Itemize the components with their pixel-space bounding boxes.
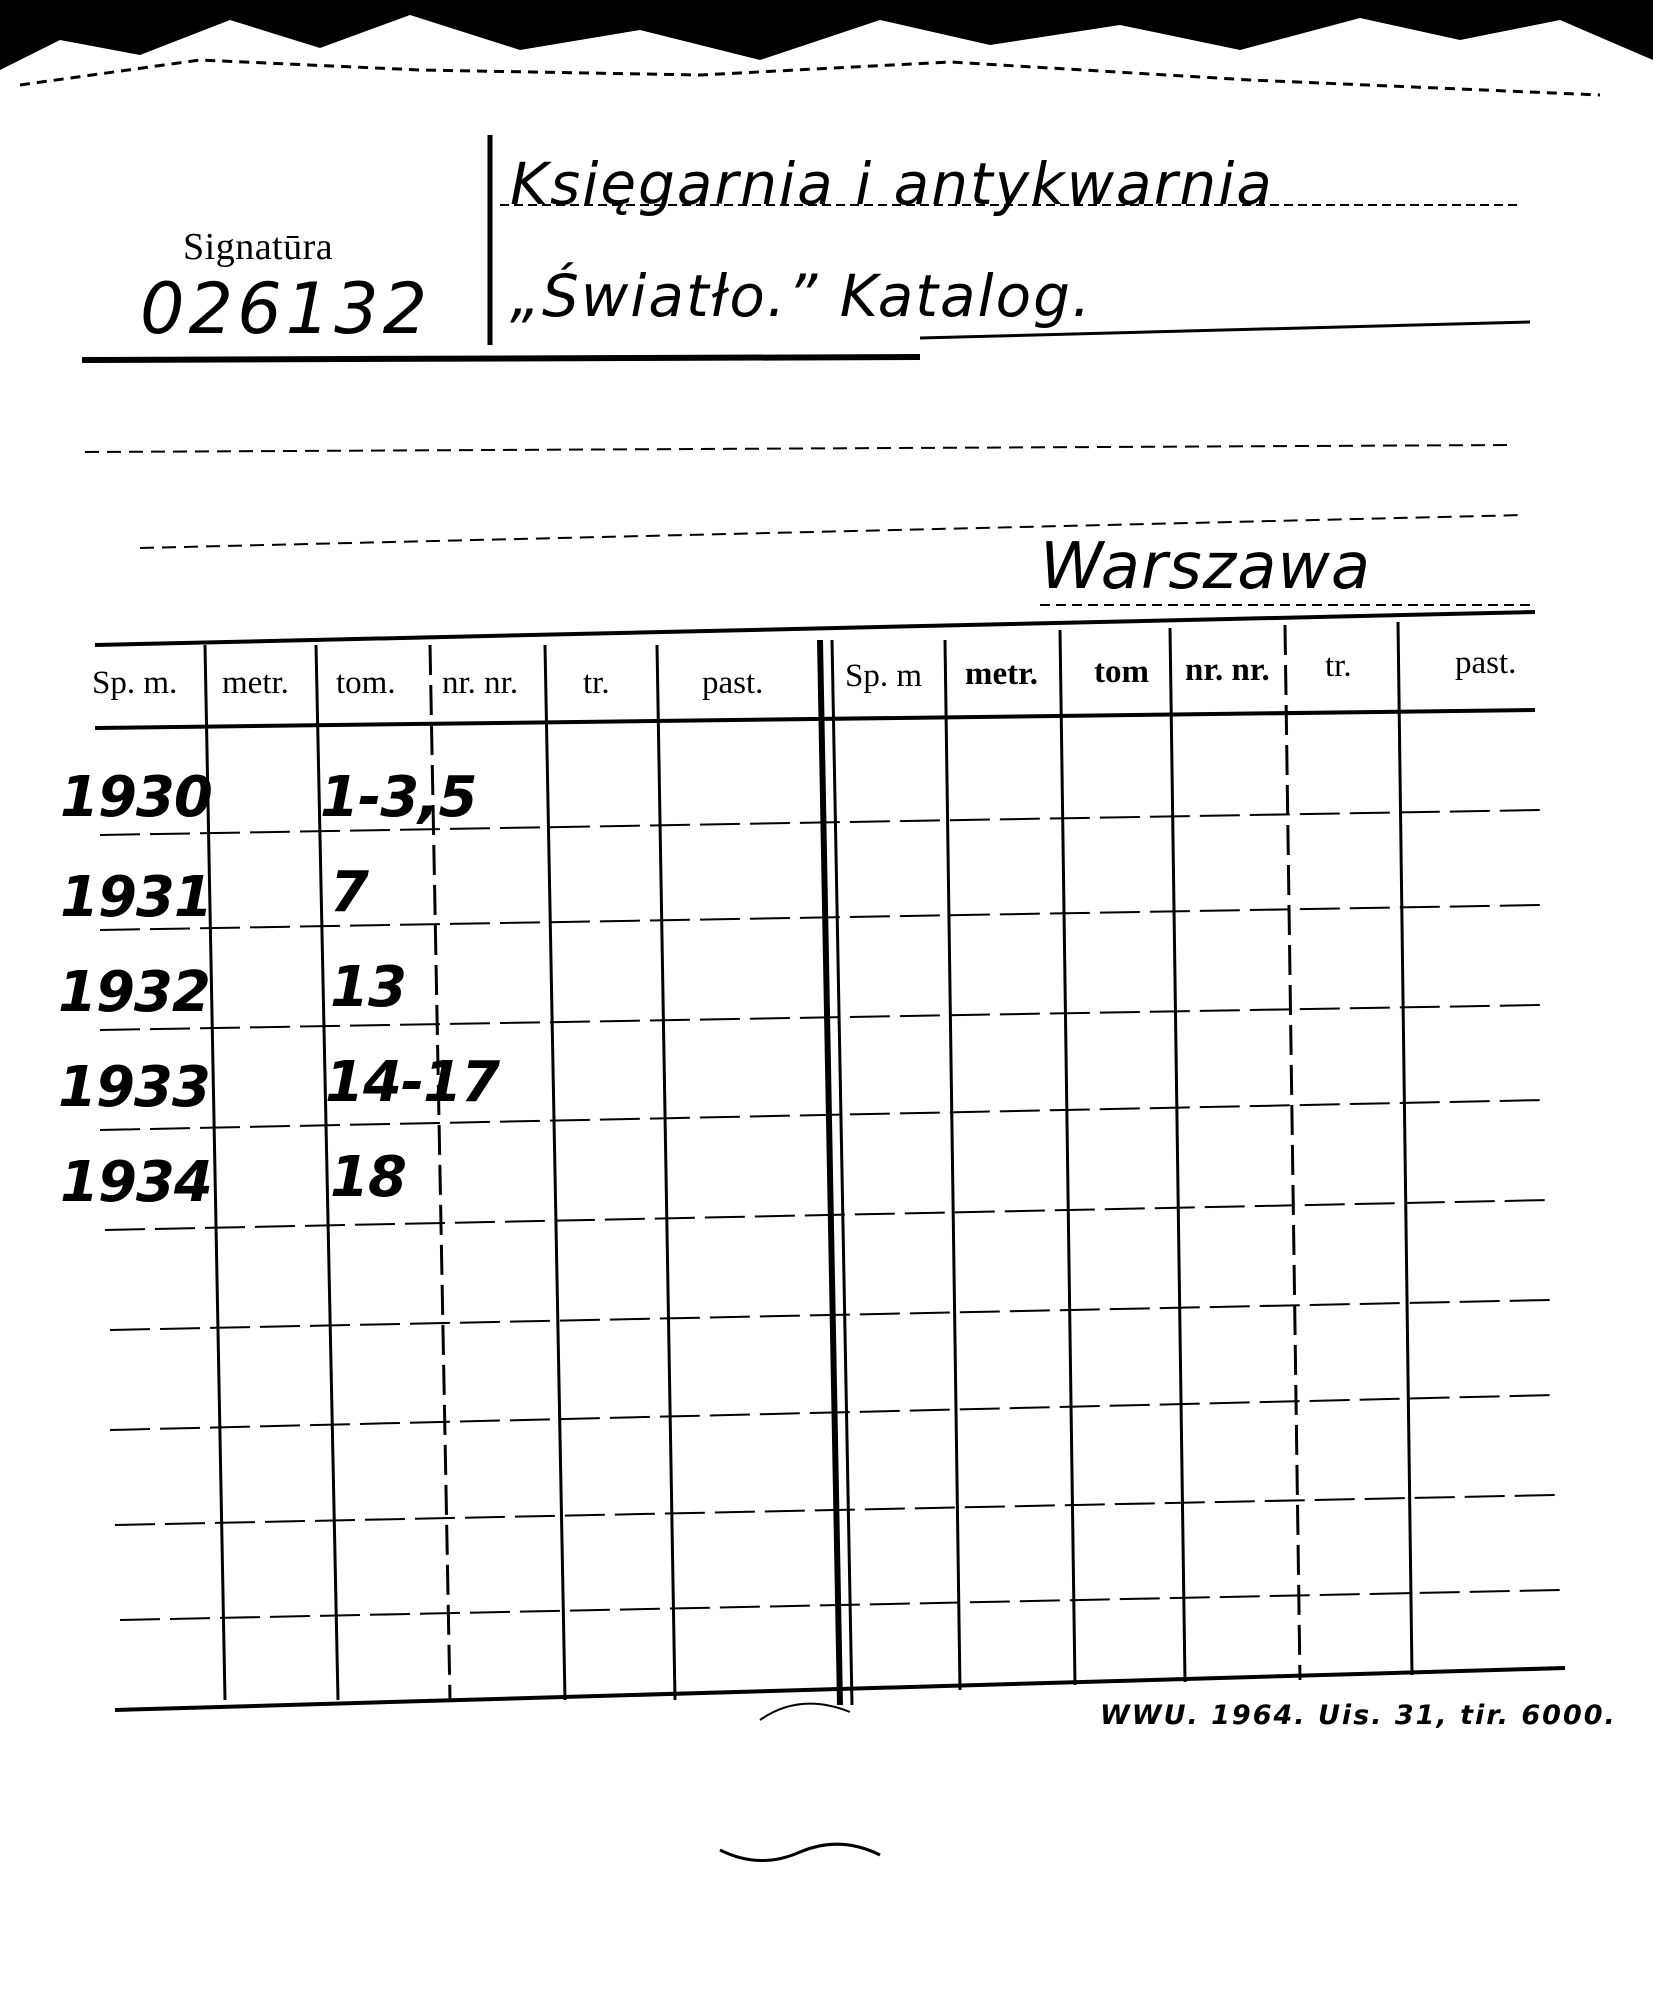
col-header-past-right: past.	[1455, 645, 1517, 681]
col-header-sp-m-left: Sp. m.	[92, 665, 178, 701]
col-header-tom-right: tom	[1094, 654, 1149, 690]
col-header-tom-left: tom.	[336, 665, 396, 701]
col-header-metr-right: metr.	[965, 656, 1038, 692]
title-line-1: Księgarnia i antykwarnia	[510, 150, 1274, 218]
entry-tom: 13	[330, 955, 406, 1020]
entry-year: 1934	[60, 1150, 212, 1215]
entry-tom: 18	[330, 1145, 406, 1210]
col-header-nr-right: nr. nr.	[1185, 652, 1270, 688]
col-header-metr-left: metr.	[222, 665, 289, 701]
place-of-publication: Warszawa	[1040, 530, 1372, 604]
signature-label: Signatūra	[183, 226, 334, 268]
entry-year: 1931	[60, 865, 212, 930]
col-header-sp-m-right: Sp. m	[845, 658, 923, 694]
col-header-nr-left: nr. nr.	[442, 665, 519, 701]
entry-year: 1933	[58, 1055, 210, 1120]
printer-imprint: WWU. 1964. Uis. 31, tir. 6000.	[1100, 1700, 1617, 1731]
col-header-past-left: past.	[702, 665, 764, 701]
entry-year: 1930	[60, 765, 212, 830]
entry-tom: 1-3,5	[320, 765, 477, 830]
signature-number: 026132	[140, 268, 432, 350]
col-header-tr-right: tr.	[1325, 648, 1352, 684]
entry-tom: 7	[330, 860, 368, 925]
col-header-tr-left: tr.	[583, 665, 610, 701]
title-line-2: „Światło.” Katalog.	[510, 262, 1093, 330]
entry-year: 1932	[58, 960, 210, 1025]
entry-tom: 14-17	[325, 1050, 500, 1115]
